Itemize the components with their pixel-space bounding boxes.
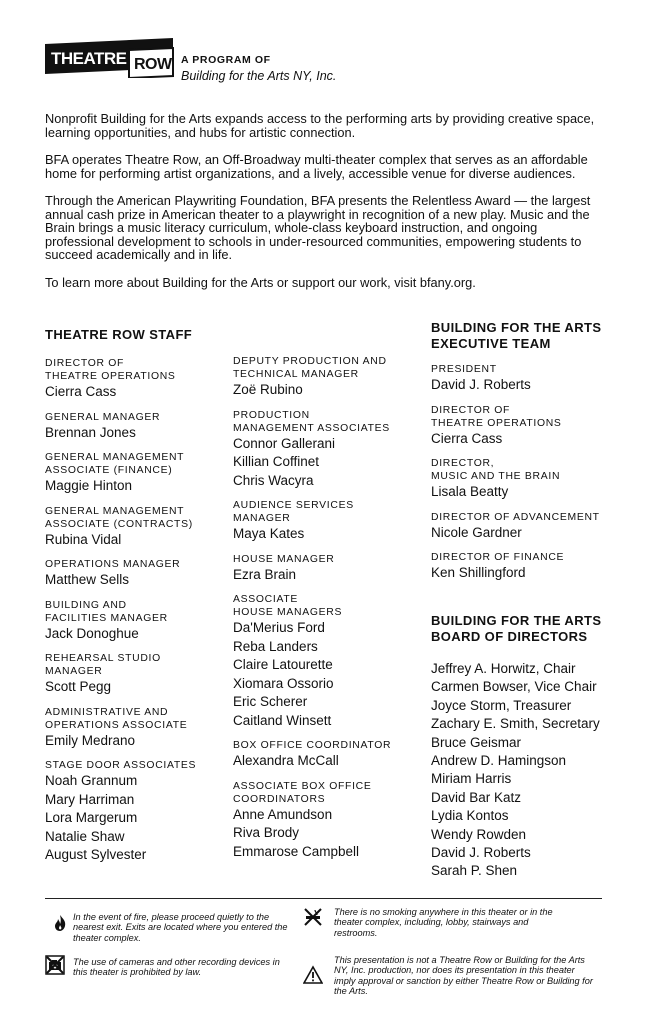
staff-entry [431, 363, 621, 395]
board-member: Miriam Harris [431, 771, 512, 787]
board-member: Bruce Geismar [431, 734, 522, 750]
board-member: Lydia Kontos [431, 808, 509, 824]
board-member: Zachary E. Smith, Secretary [431, 716, 600, 732]
person-name: Eric Scherer [233, 694, 308, 709]
person-name: Ezra Brain [233, 566, 297, 582]
person-name: Matthew Sells [45, 572, 130, 587]
program-of-block [181, 52, 336, 84]
person-name: Scott Pegg [45, 679, 112, 694]
theatre-row-logo [45, 38, 175, 78]
person-name: Killian Coffinet [233, 454, 320, 469]
role-title: ASSOCIATE HOUSE MANAGERS [233, 594, 343, 618]
role-title: BOX OFFICE COORDINATOR [233, 740, 392, 751]
role-title: DIRECTOR OF THEATRE OPERATIONS [431, 404, 562, 429]
person-name: Xiomara Ossorio [233, 675, 334, 691]
role-title: DIRECTOR OF THEATRE OPERATIONS [45, 358, 176, 382]
staff-entry [233, 409, 423, 491]
person-name: Connor Gallerani [233, 435, 336, 451]
staff-entry [233, 780, 423, 862]
staff-entry [431, 404, 621, 449]
role-title: DEPUTY PRODUCTION AND TECHNICAL MANAGER [233, 356, 387, 380]
board-member: Wendy Rowden [431, 826, 527, 842]
smoking-notice: There is no smoking anywhere in this theater or in the theater complex, including, lobby, stairways and restrooms. [334, 907, 553, 938]
board-heading: BUILDING FOR THE ARTS BOARD OF DIRECTORS [431, 613, 602, 644]
person-name: Alexandra McCall [233, 753, 339, 768]
warning-icon [303, 965, 323, 985]
staff-entry [45, 357, 225, 402]
intro-paragraph: Nonprofit Building for the Arts expands access to the performing arts by providing creative space, learning opportunities, and hubs for artistic connection. [45, 111, 595, 140]
person-name: Reba Landers [233, 638, 318, 654]
no-smoking-icon [303, 907, 323, 927]
staff-entry [233, 739, 423, 771]
role-title: STAGE DOOR ASSOCIATES [45, 760, 197, 771]
intro-paragraph: Through the American Playwriting Foundation, BFA presents the Relentless Award — the largest annual cash prize in American theater to a playwright in recognition of a new play. Music and the Brain brings a music literacy curriculum, whole-class keyboard instruction, and ongoing professional development to schools in under-resourced communities, empowering students to succeed academically and in life. [45, 193, 591, 262]
org-name: Building for the Arts NY, Inc. [181, 69, 337, 83]
camera-notice: The use of cameras and other recording devices in this theater is prohibited by law. [73, 957, 280, 978]
staff-entry [431, 457, 621, 502]
staff-entry [45, 652, 225, 697]
person-name: Chris Wacyra [233, 472, 314, 488]
board-member: Carmen Bowser, Vice Chair [431, 679, 597, 695]
person-name: Lora Margerum [45, 810, 138, 825]
person-name: Jack Donoghue [45, 625, 139, 641]
approval-notice: This presentation is not a Theatre Row or Building for the Arts NY, Inc. production, nor does its presentation in this theater imply approval or sanction by either Theatre Row or Building for the Arts. [334, 955, 593, 997]
role-title: PRODUCTION MANAGEMENT ASSOCIATES [233, 409, 390, 434]
staff-entry [45, 411, 225, 443]
person-name: Claire Latourette [233, 657, 333, 672]
person-name: Mary Harriman [45, 791, 135, 807]
staff-entry [233, 355, 423, 400]
person-name: David J. Roberts [431, 377, 531, 392]
person-name: Rubina Vidal [45, 531, 122, 547]
board-list [431, 660, 631, 881]
role-title: ASSOCIATE BOX OFFICE COORDINATORS [233, 780, 372, 805]
role-title: GENERAL MANAGEMENT ASSOCIATE (CONTRACTS) [45, 505, 193, 530]
role-title: GENERAL MANAGER [45, 411, 161, 423]
board-member: David J. Roberts [431, 845, 531, 861]
fire-notice: In the event of fire, please proceed quietly to the nearest exit. Exits are located where you entered the theater complex. [73, 912, 288, 943]
intro-paragraph: To learn more about Building for the Arts or support our work, visit bfany.org. [45, 274, 476, 290]
role-title: REHEARSAL STUDIO MANAGER [45, 653, 161, 677]
intro-text [45, 112, 607, 303]
staff-column-2 [233, 347, 423, 861]
staff-entry [45, 599, 225, 644]
person-name: Lisala Beatty [431, 484, 509, 499]
staff-entry [45, 706, 225, 751]
staff-entry [233, 593, 423, 730]
person-name: Nicole Gardner [431, 524, 522, 540]
person-name: August Sylvester [45, 847, 147, 862]
person-name: Maggie Hinton [45, 478, 133, 493]
person-name: Cierra Cass [431, 430, 503, 446]
staff-column-1 [45, 347, 225, 865]
role-title: DIRECTOR OF ADVANCEMENT [431, 511, 600, 523]
staff-entry [45, 558, 225, 590]
fire-icon [50, 913, 70, 933]
svg-text:THEATRE: THEATRE [51, 49, 127, 68]
staff-entry [45, 451, 225, 496]
board-member: David Bar Katz [431, 789, 522, 805]
role-title: AUDIENCE SERVICES MANAGER [233, 500, 354, 524]
person-name: Brennan Jones [45, 424, 136, 440]
program-of-label: A PROGRAM OF [181, 54, 271, 66]
staff-entry [45, 505, 225, 550]
footer-divider [45, 898, 602, 899]
person-name: Ken Shillingford [431, 565, 526, 580]
staff-entry [233, 499, 423, 544]
role-title: GENERAL MANAGEMENT ASSOCIATE (FINANCE) [45, 452, 185, 476]
person-name: Da'Merius Ford [233, 620, 325, 635]
no-camera-icon [45, 955, 65, 975]
board-member: Joyce Storm, Treasurer [431, 697, 572, 713]
staff-entry [431, 551, 621, 583]
person-name: Caitland Winsett [233, 712, 332, 728]
role-title: ADMINISTRATIVE AND OPERATIONS ASSOCIATE [45, 706, 188, 731]
person-name: Zoë Rubino [233, 382, 303, 397]
person-name: Anne Amundson [233, 806, 333, 822]
role-title: DIRECTOR, MUSIC AND THE BRAIN [431, 458, 561, 482]
person-name: Natalie Shaw [45, 828, 125, 844]
board-member: Jeffrey A. Horwitz, Chair [431, 661, 576, 676]
exec-team-column [431, 353, 621, 583]
person-name: Emily Medrano [45, 732, 136, 748]
person-name: Noah Grannum [45, 773, 138, 788]
board-member: Sarah P. Shen [431, 863, 518, 879]
staff-heading: THEATRE ROW STAFF [45, 327, 193, 342]
exec-team-heading: BUILDING FOR THE ARTS EXECUTIVE TEAM [431, 320, 602, 351]
person-name: Cierra Cass [45, 384, 117, 399]
role-title: HOUSE MANAGER [233, 553, 335, 565]
staff-entry [233, 553, 423, 585]
svg-text:ROW: ROW [134, 56, 172, 73]
role-title: BUILDING AND FACILITIES MANAGER [45, 599, 168, 624]
role-title: OPERATIONS MANAGER [45, 559, 181, 570]
intro-paragraph: BFA operates Theatre Row, an Off-Broadway multi-theater complex that serves as an affordable home for performing artist organizations, and a lively, accessible venue for diverse audiences. [45, 152, 588, 181]
role-title: PRESIDENT [431, 364, 497, 375]
staff-entry [45, 759, 225, 865]
staff-entry [431, 511, 621, 543]
person-name: Maya Kates [233, 526, 305, 541]
person-name: Emmarose Campbell [233, 843, 360, 859]
role-title: DIRECTOR OF FINANCE [431, 552, 565, 563]
board-member: Andrew D. Hamingson [431, 753, 567, 769]
person-name: Riva Brody [233, 825, 300, 840]
